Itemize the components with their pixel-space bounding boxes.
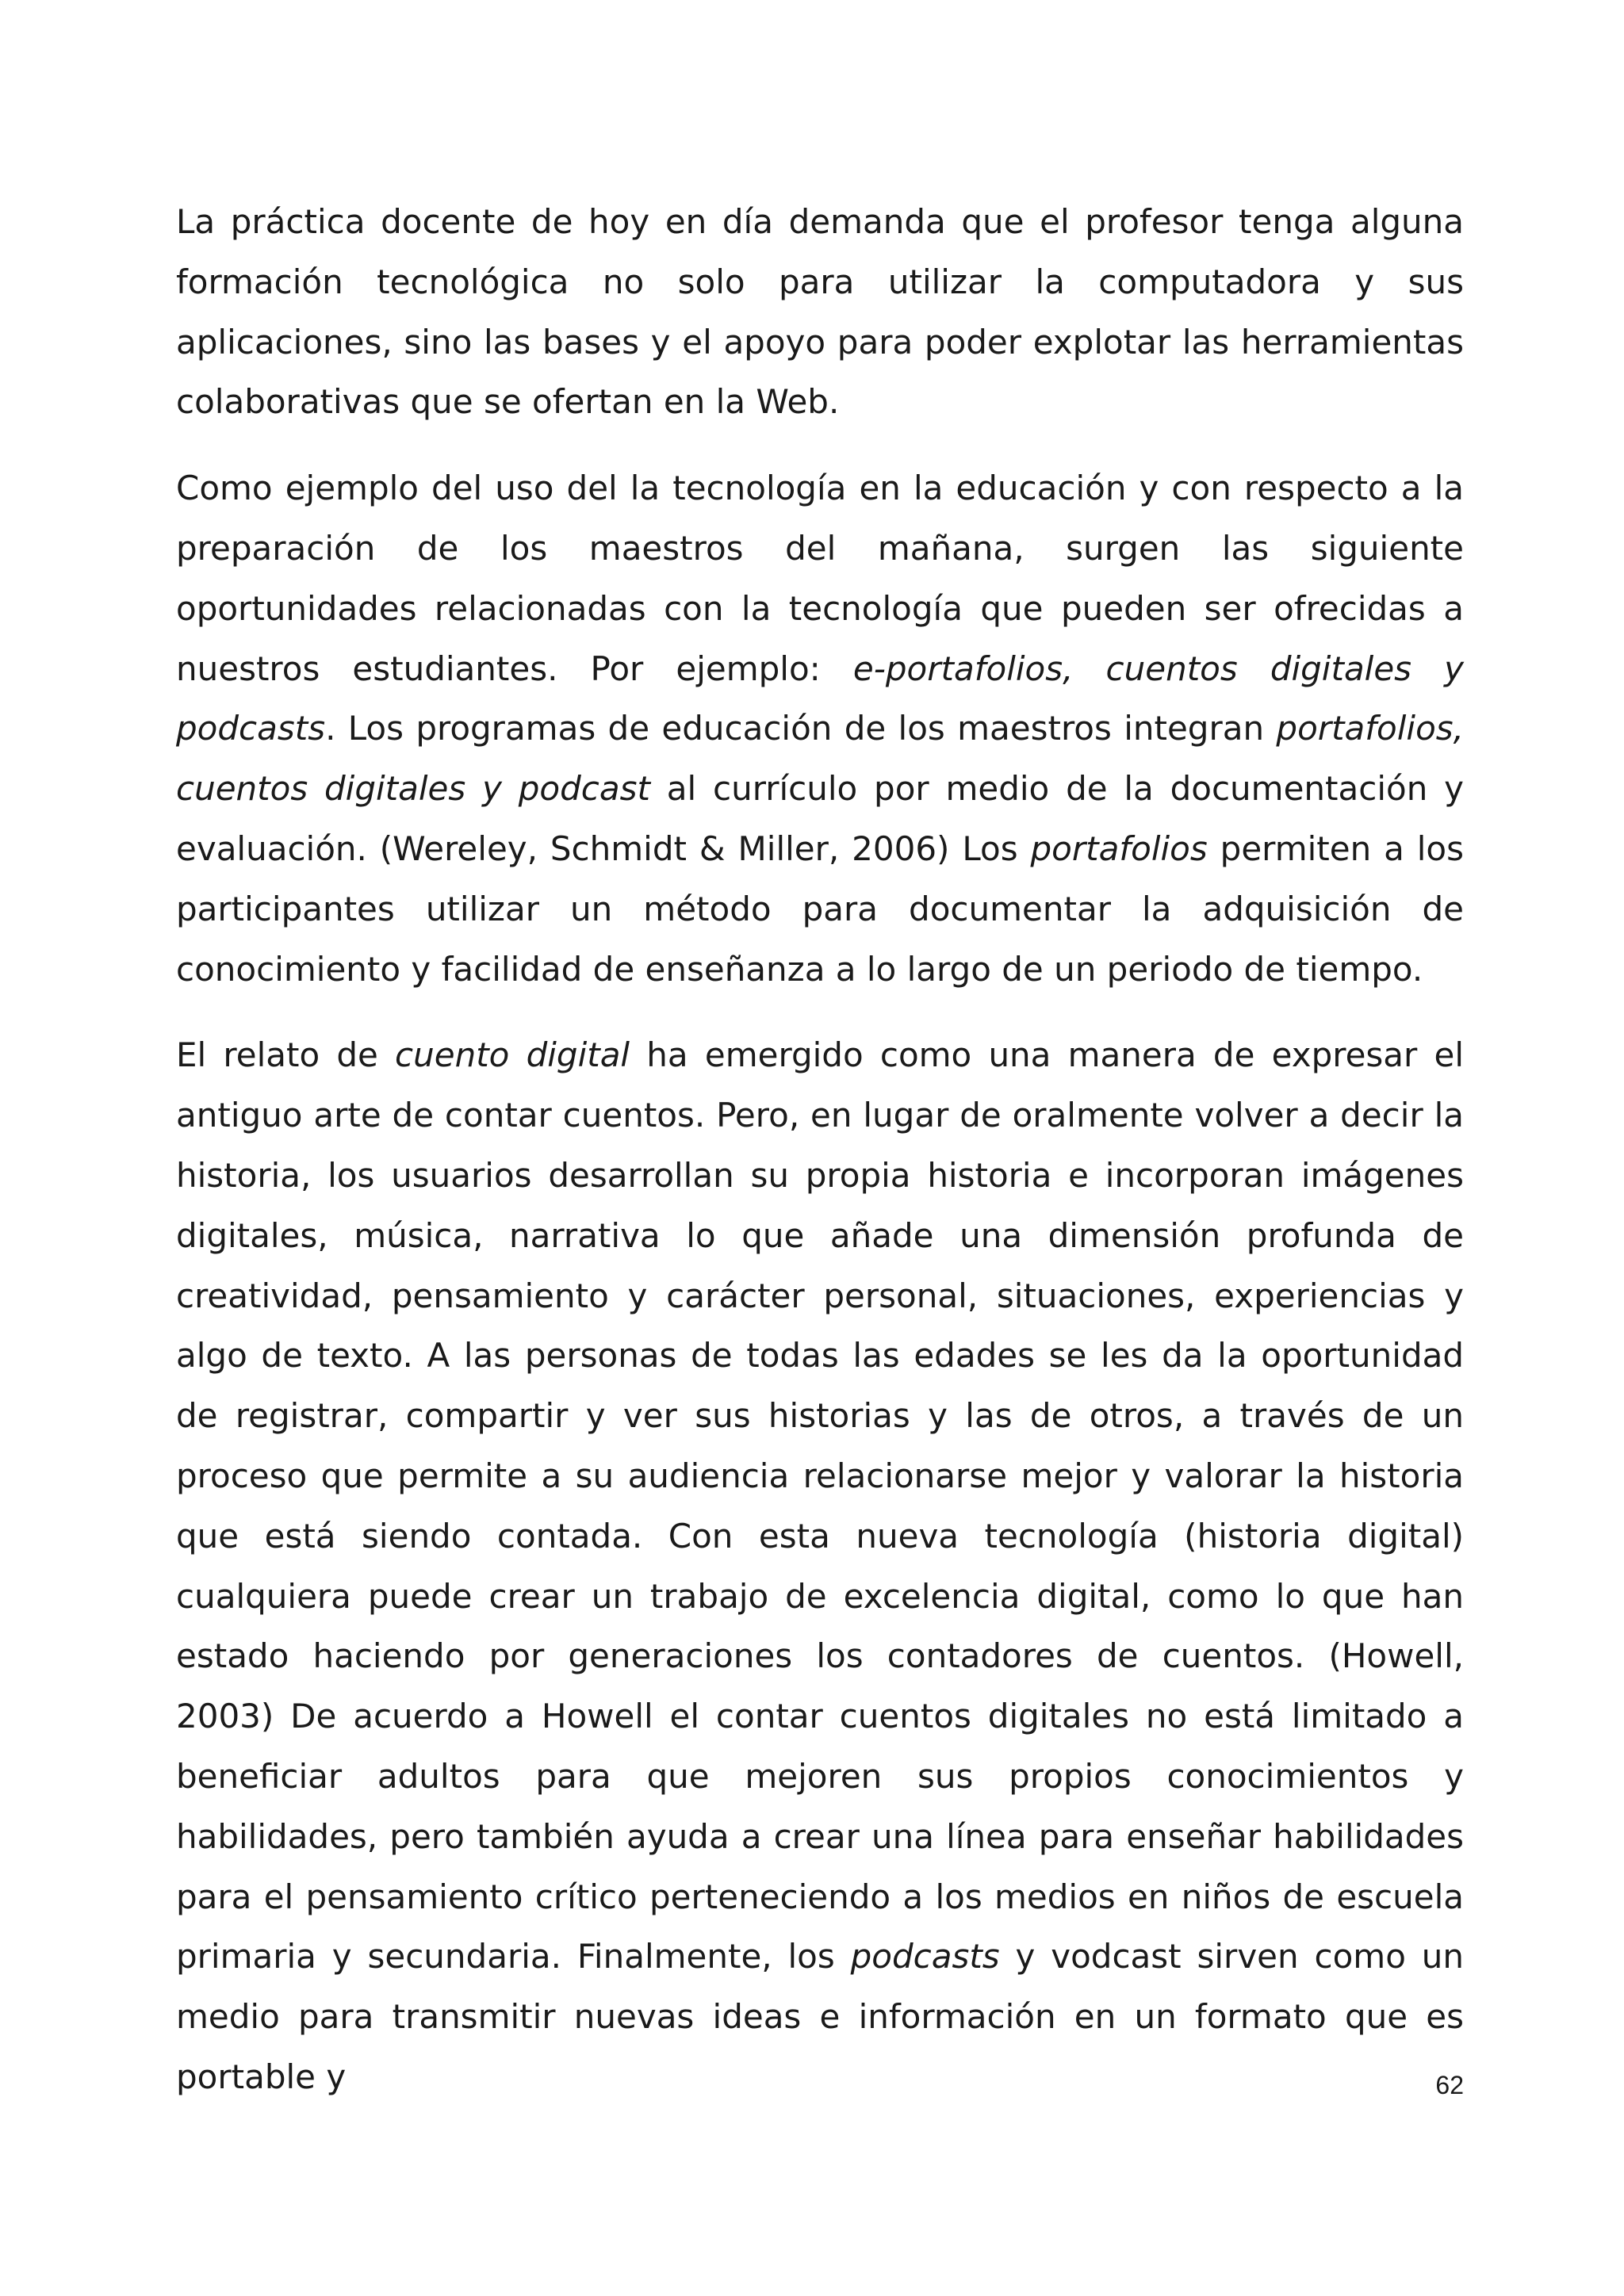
text-run: ha emergido como una manera de expresar el antiguo arte de contar cuentos. Pero, en lugar de oralmente volver a decir la historia, los usuarios desarrollan su propia historia e incorporan imágenes digitales, música, narrativa lo que añade una dimensión profunda de creatividad, pensamiento y carácter personal, situaciones, experiencias y algo de texto. A las personas de todas las edades se les da la oportunidad de registrar, compartir y ver sus historias y las de otros, a través de un proceso que permite a su audiencia relacionarse mejor y valorar la historia que está siendo contada. Con esta nueva tecnología (historia digital) cualquiera puede crear un trabajo de excelencia digital, como lo que han estado haciendo por generaciones los contadores de cuentos. (Howell, 2003) De acuerdo a Howell el contar cuentos digitales no está limitado a beneficiar adultos para que mejoren sus propios conocimientos y habilidades, pero también ayuda a crear una línea para enseñar habilidades para el pensamiento crítico perteneciendo a los medios en niños de escuela primaria y secundaria. Finalmente, los xyxy=(176,1035,1465,1976)
paragraph-1 xyxy=(176,192,1464,432)
paragraph-2 xyxy=(176,458,1464,999)
italic-text: cuento digital xyxy=(395,1035,630,1075)
italic-text: e-portafolios, cuentos digitales y podcasts xyxy=(176,649,1464,748)
document-body xyxy=(176,192,1464,2107)
text-run: La práctica docente de hoy en día demanda que el profesor tenga alguna formación tecnológica no solo para utilizar la computadora y sus aplicaciones, sino las bases y el apoyo para poder explotar las herramientas colaborativas que se ofertan en la Web. xyxy=(176,202,1464,422)
text-run: . Los programas de educación de los maestros integran xyxy=(325,709,1277,748)
text-run: El relato de xyxy=(176,1035,396,1075)
text-run: permiten a los participantes utilizar un método para documentar la adquisición de conocimiento y facilidad de enseñanza a lo largo de un periodo de tiempo. xyxy=(176,828,1465,989)
text-run: al currículo por medio de la documentación y evaluación. (Wereley, Schmidt & Miller, 2006) Los xyxy=(176,769,1464,868)
text-run: y vodcast sirven como un medio para transmitir nuevas ideas e información en un formato que es portable y xyxy=(176,1937,1464,2096)
page-number: 62 xyxy=(1435,2071,1464,2099)
italic-text: podcasts xyxy=(850,1937,1000,1976)
text-run: Como ejemplo del uso del la tecnología en la educación y con respecto a la preparación de los maestros del mañana, surgen las siguiente oportunidades relacionadas con la tecnología que pueden ser ofrecidas a nuestros estudiantes. Por ejemplo: xyxy=(176,469,1464,688)
paragraph-3 xyxy=(176,1025,1464,2107)
italic-text: portafolios, cuentos digitales y podcast xyxy=(176,709,1464,809)
italic-text: portafolios xyxy=(1030,828,1208,868)
